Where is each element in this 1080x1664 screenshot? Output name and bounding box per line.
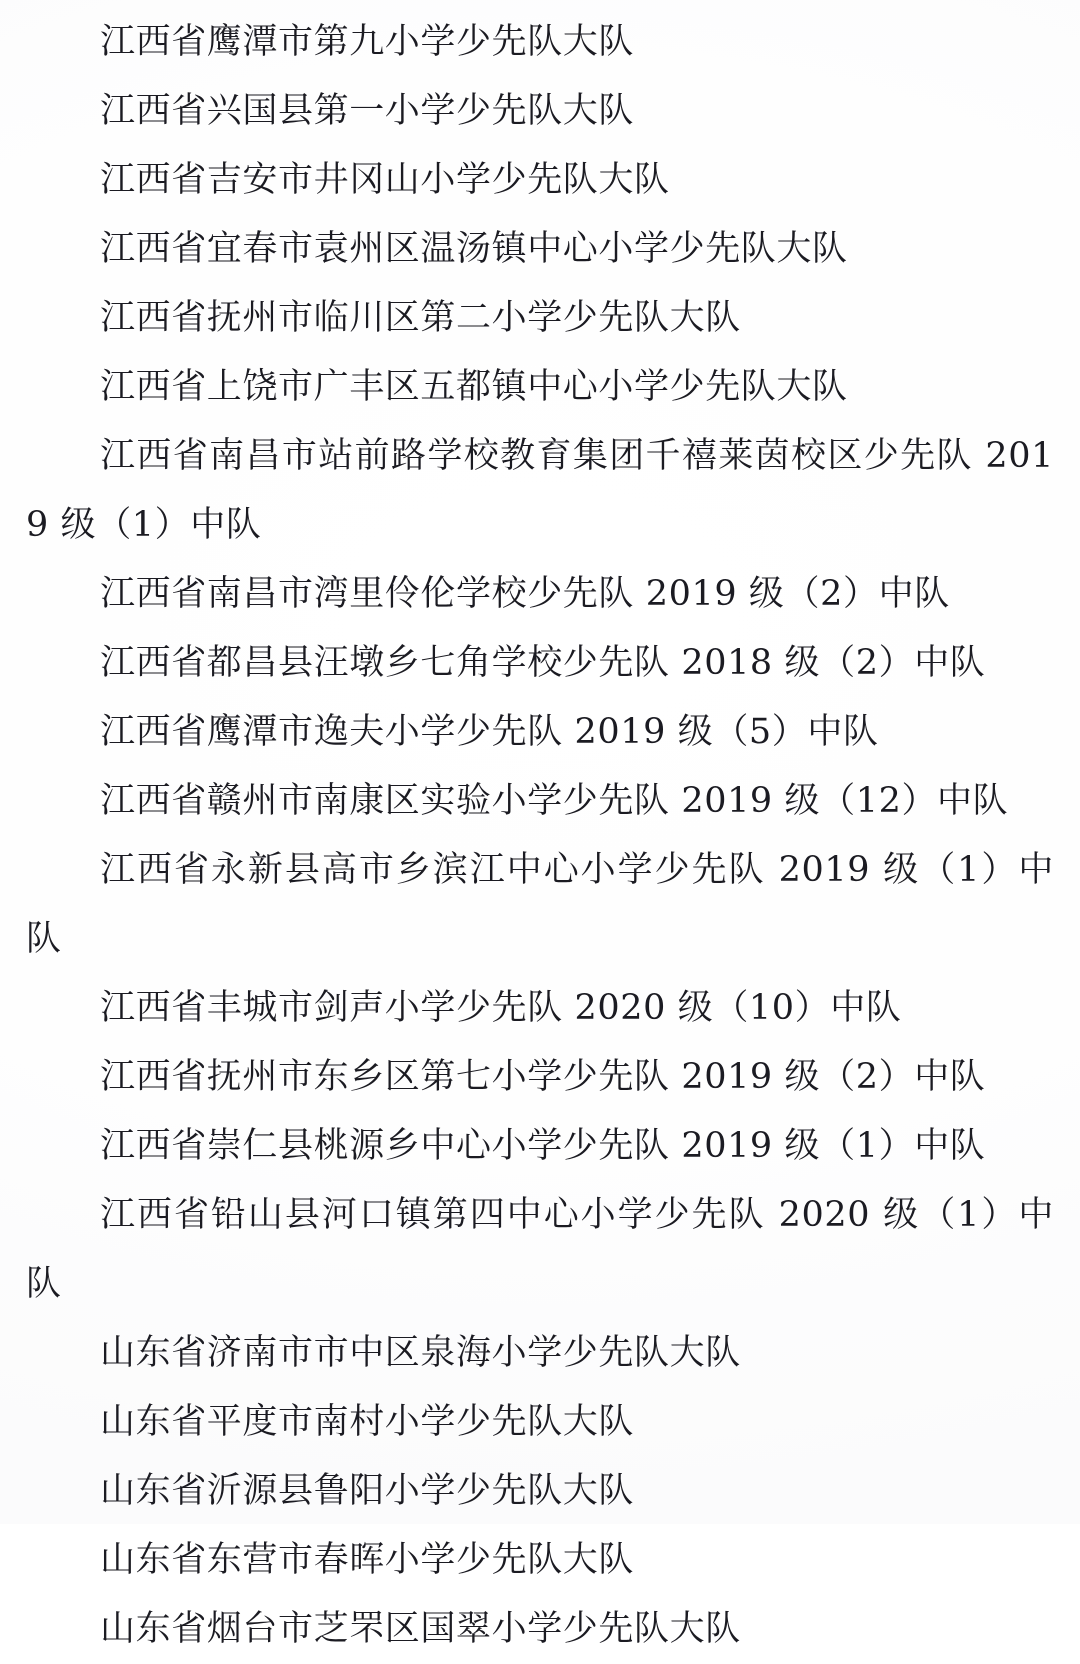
list-item: 江西省鹰潭市逸夫小学少先队 2019 级（5）中队 (100, 712, 879, 752)
list-item: 江西省吉安市井冈山小学少先队大队 (100, 160, 670, 200)
list-item: 江西省抚州市临川区第二小学少先队大队 (100, 298, 741, 338)
list-item: 江西省上饶市广丰区五都镇中心小学少先队大队 (100, 367, 848, 407)
list-item: 江西省抚州市东乡区第七小学少先队 2019 级（2）中队 (100, 1057, 986, 1097)
list-item: 山东省平度市南村小学少先队大队 (100, 1402, 635, 1442)
list-item: 江西省宜春市袁州区温汤镇中心小学少先队大队 (100, 229, 848, 269)
list-item: 山东省烟台市芝罘区国翠小学少先队大队 (100, 1609, 741, 1649)
list-item: 山东省沂源县鲁阳小学少先队大队 (100, 1471, 635, 1511)
list-item: 江西省都昌县汪墩乡七角学校少先队 2018 级（2）中队 (100, 643, 986, 683)
list-item: 江西省丰城市剑声小学少先队 2020 级（10）中队 (100, 988, 902, 1028)
list-item: 江西省崇仁县桃源乡中心小学少先队 2019 级（1）中队 (100, 1126, 986, 1166)
list-item: 江西省赣州市南康区实验小学少先队 2019 级（12）中队 (100, 781, 1009, 821)
list-item: 江西省鹰潭市第九小学少先队大队 (100, 22, 635, 62)
list-item: 山东省济南市市中区泉海小学少先队大队 (100, 1333, 741, 1373)
list-item: 江西省南昌市站前路学校教育集团千禧莱茵校区少先队 2019 级（1）中队 (26, 436, 1054, 545)
list-item: 江西省兴国县第一小学少先队大队 (100, 91, 635, 131)
list-item: 江西省永新县高市乡滨江中心小学少先队 2019 级（1）中队 (26, 850, 1054, 959)
list-item: 江西省南昌市湾里伶伦学校少先队 2019 级（2）中队 (100, 574, 950, 614)
list-item: 山东省东营市春晖小学少先队大队 (100, 1540, 635, 1580)
list-item: 江西省铅山县河口镇第四中心小学少先队 2020 级（1）中队 (26, 1195, 1054, 1304)
